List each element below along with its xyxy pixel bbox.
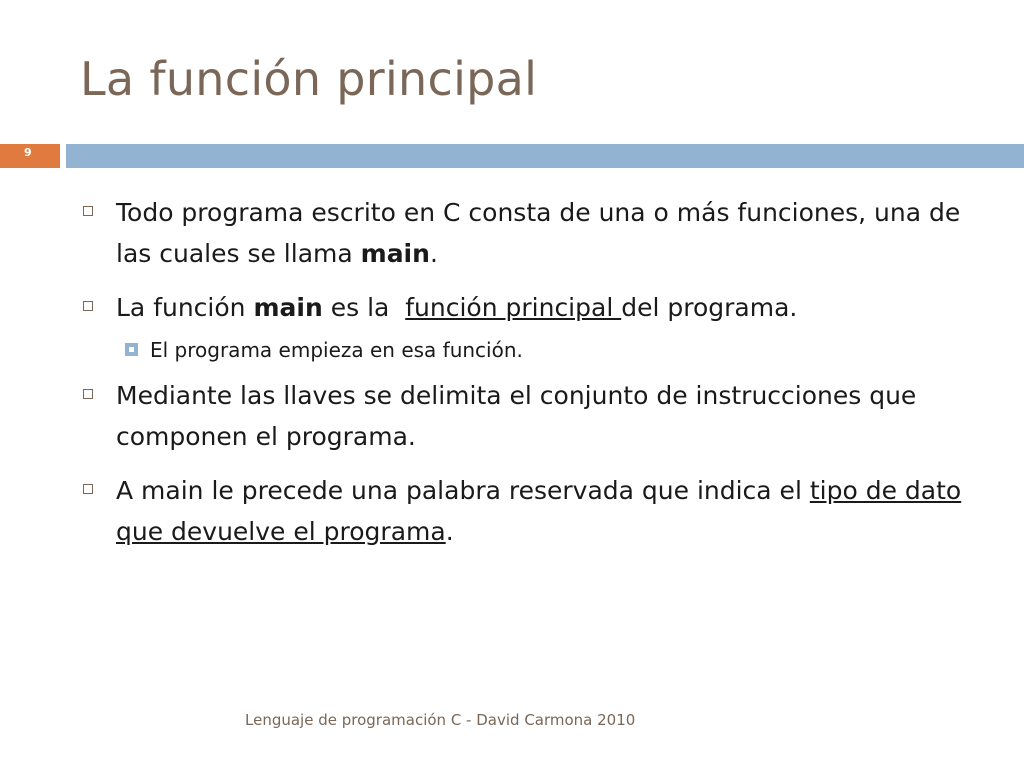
bullet-underlined-text: tipo de dato que devuelve el programa: [116, 476, 962, 546]
bullet-keyword: main: [253, 293, 323, 322]
sub-bullet-item: [78, 335, 978, 365]
slide-footer: Lenguaje de programación C - David Carmona 2010: [245, 711, 636, 729]
bullet-item: [78, 470, 978, 552]
slide-number: 9: [24, 146, 32, 159]
bullet-text: La función: [116, 293, 254, 322]
content-body: [78, 192, 978, 565]
bullet-text: .: [429, 239, 438, 268]
bullet-item: [78, 287, 978, 328]
bullet-keyword: main: [360, 239, 430, 268]
bullet-text: A main le precede una palabra reservada que indica el: [116, 476, 810, 505]
slide-title: La función principal: [80, 52, 538, 106]
square-bullet-icon: [83, 206, 93, 216]
bullet-underlined-text: función principal: [405, 293, 622, 322]
header-bar: [66, 144, 1024, 168]
bullet-item: [78, 192, 978, 274]
bullet-text: Todo programa escrito en C consta de una o más funciones, una de las cuales se llama: [116, 198, 961, 268]
bullet-item: [78, 375, 978, 457]
square-bullet-icon: [83, 484, 93, 494]
bullet-text: es la: [322, 293, 406, 322]
square-bullet-icon: [83, 301, 93, 311]
bullet-text: del programa.: [621, 293, 798, 322]
square-bullet-icon: [83, 389, 93, 399]
bullet-text: Mediante las llaves se delimita el conjunto de instrucciones que componen el programa.: [116, 381, 917, 451]
bullet-text: .: [445, 517, 454, 546]
filled-square-bullet-icon: [125, 343, 138, 356]
sub-bullet-text: El programa empieza en esa función.: [150, 338, 523, 362]
